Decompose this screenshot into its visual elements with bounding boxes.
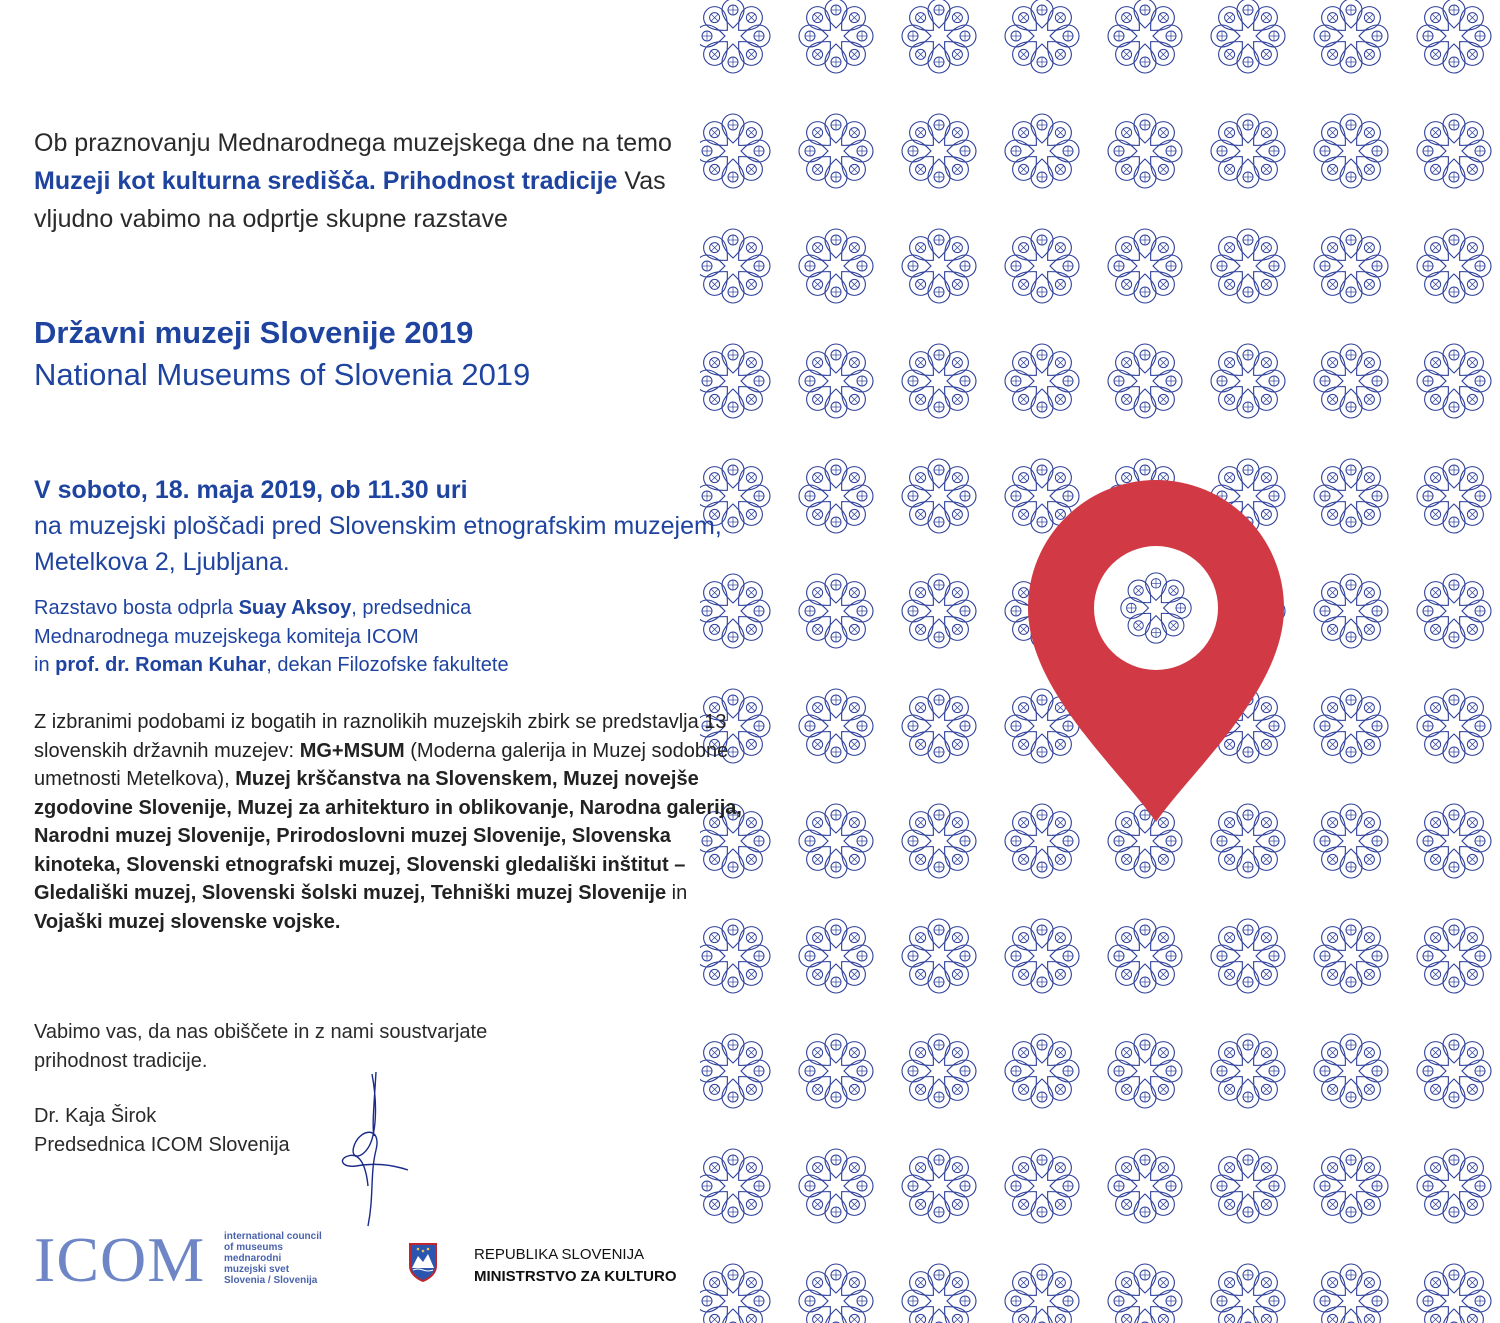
event-date: V soboto, 18. maja 2019, ob 11.30 uri [34, 476, 468, 504]
speaker-1: Suay Aksoy [238, 597, 352, 619]
ministry-line-1: REPUBLIKA SLOVENIJA [474, 1246, 645, 1263]
handwritten-signature [330, 1066, 420, 1236]
invitation-closing: Vabimo vas, da nas obiščete in z nami soustvarjate prihodnost tradicije. [34, 1021, 488, 1072]
speaker-2: prof. dr. Roman Kuhar [55, 654, 267, 676]
museum-list: Z izbranimi podobami iz bogatih in raznolikih muzejskih zbirk se predstavlja 13 slovenskih državnih muzejev: MG+MSUM (Moderna galerija in Muzej sodobne umetnosti Metelkova), Muzej krščanstva na Slovenskem, Muzej novejše zgodovine Slovenije, Muzej za arhitekturo in oblikovanje, Narodna galerija, Narodni muzej Slovenije, Prirodoslovni muzej Slovenije, Slovenska kinoteka, Slovenski etnografski muzej, Slovenski gledališki inštitut – Gledališki muzej, Slovenski šolski muzej, Tehniški muzej Slovenije in Vojaški muzej slovenske vojske. [34, 711, 742, 933]
icom-subtitle: international council of museums mednarodni muzejski svet Slovenia / Slovenija [224, 1231, 322, 1286]
icom-wordmark: ICOM [34, 1224, 206, 1295]
slovenia-coat-of-arms-icon [408, 1242, 438, 1282]
ministry-line-2: MINISTRSTVO ZA KULTURO [474, 1268, 677, 1285]
icom-logo [34, 1224, 322, 1295]
signatory [34, 1102, 290, 1160]
title-slovenian: Državni muzeji Slovenije 2019 [34, 315, 474, 350]
signatory-role: Predsednica ICOM Slovenija [34, 1134, 290, 1156]
map-pin-icon [1028, 480, 1284, 822]
event-details [34, 472, 754, 580]
theme-title: Muzeji kot kulturna središča. Prihodnost tradicije [34, 167, 618, 195]
title-english: National Museums of Slovenia 2019 [34, 357, 531, 392]
ministry-logo [408, 1242, 677, 1287]
intro-text: Ob praznovanju Mednarodnega muzejskega dne na temo Muzeji kot kulturna središča. Prihodnost tradicije Vas vljudno vabimo na odprtje skupne razstave [34, 129, 672, 233]
event-location: na muzejski ploščadi pred Slovenskim etnografskim muzejem, Metelkova 2, Ljubljana. [34, 512, 722, 576]
exhibition-title [34, 312, 530, 396]
opening-speakers: Razstavo bosta odprla Suay Aksoy, predsednica Mednarodnega muzejskega komiteja ICOM in prof. dr. Roman Kuhar, dekan Filozofske fakultete [34, 597, 509, 676]
signatory-name: Dr. Kaja Širok [34, 1105, 157, 1127]
